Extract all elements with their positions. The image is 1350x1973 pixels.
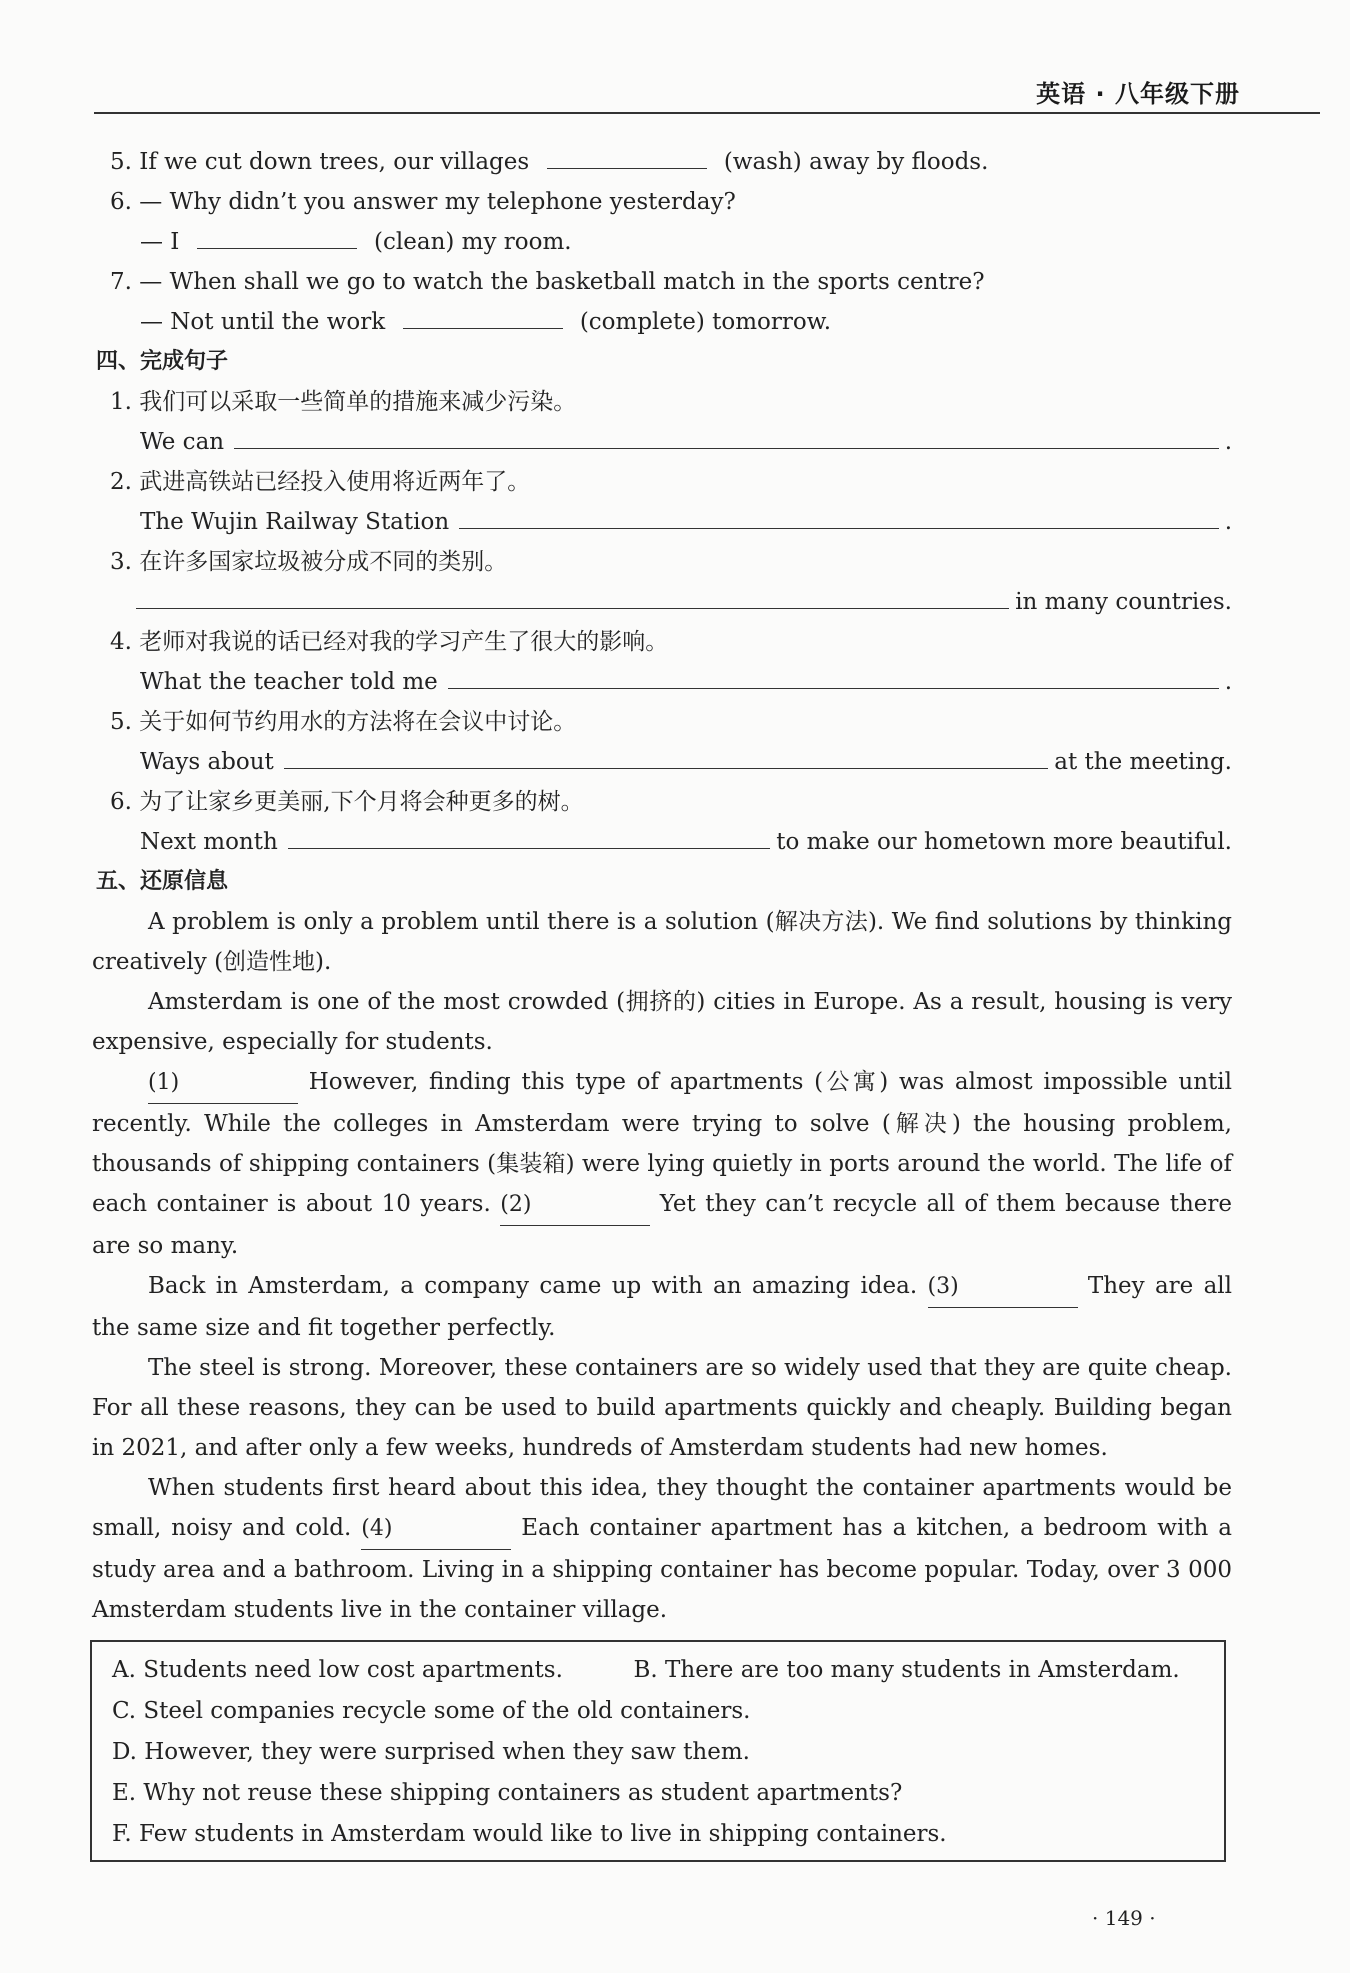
option-d[interactable]: D. However, they were surprised when they saw them. — [112, 1739, 750, 1765]
answer-line[interactable] — [234, 426, 1219, 449]
option-f[interactable]: F. Few students in Amsterdam would like to live in shipping containers. — [112, 1821, 947, 1847]
page-content — [92, 142, 1232, 1630]
sentence-2-chinese — [92, 462, 1232, 502]
chinese-prompt: 老师对我说的话已经对我的学习产生了很大的影响。 — [139, 629, 669, 655]
sentence-end: . — [1224, 509, 1232, 535]
sentence-3-answer — [92, 582, 1232, 622]
question-number: 5. — [110, 709, 132, 735]
options-box — [90, 1640, 1226, 1862]
sentence-end: in many countries. — [1015, 589, 1232, 615]
question-3-7 — [92, 262, 1232, 302]
question-number: 3. — [110, 549, 132, 575]
chinese-prompt: 关于如何节约用水的方法将在会议中讨论。 — [139, 709, 577, 735]
gap-3-blank[interactable]: (3) — [928, 1267, 1078, 1308]
paragraph-text: When students first heard about this idea, they thought the container apartments would be small, noisy and cold. — [92, 1475, 1232, 1541]
chinese-prompt: 武进高铁站已经投入使用将近两年了。 — [139, 469, 531, 495]
sentence-start: Ways about — [140, 749, 274, 775]
gap-4-blank[interactable]: (4) — [361, 1509, 511, 1550]
sentence-end: . — [1224, 429, 1232, 455]
question-number: 5. — [110, 149, 132, 175]
option-a[interactable]: A. Students need low cost apartments. — [112, 1657, 563, 1683]
question-text: — When shall we go to watch the basketball match in the sports centre? — [139, 269, 985, 295]
sentence-1-chinese — [92, 382, 1232, 422]
question-text: — Not until the work — [140, 309, 386, 335]
verb-hint: (complete) tomorrow. — [579, 309, 832, 335]
sentence-start: What the teacher told me — [140, 669, 438, 695]
question-3-6 — [92, 182, 1232, 222]
paragraph-text: They are all the same size and fit together perfectly. — [92, 1273, 1233, 1341]
paragraph-text: However, finding this type of apartments (公寓) was almost impossible until recently. While the colleges in Amsterdam were trying to solve (解决) the housing problem, thousands of shipping containers (集装箱) were lying quietly in ports around the world. The life of each container is about 10 years. — [92, 1069, 1233, 1217]
sentence-start: Next month — [140, 829, 278, 855]
gap-2-blank[interactable]: (2) — [500, 1185, 650, 1226]
passage-paragraph-3 — [92, 1062, 1232, 1266]
paragraph-text: Back in Amsterdam, a company came up with an amazing idea. — [148, 1273, 918, 1299]
chinese-prompt: 我们可以采取一些简单的措施来减少污染。 — [139, 389, 577, 415]
sentence-2-answer — [92, 502, 1232, 542]
question-number: 1. — [110, 389, 132, 415]
option-c[interactable]: C. Steel companies recycle some of the old containers. — [112, 1698, 751, 1724]
question-3-6-answer — [92, 222, 1232, 262]
sentence-5-chinese — [92, 702, 1232, 742]
sentence-3-chinese — [92, 542, 1232, 582]
question-number: 4. — [110, 629, 132, 655]
answer-blank[interactable] — [197, 224, 357, 249]
options-row-ab — [112, 1650, 1224, 1691]
sentence-4-chinese — [92, 622, 1232, 662]
paragraph-text: Each container apartment has a kitchen, a bedroom with a study area and a bathroom. Living in a shipping container has become popular. Today, over 3 000 Amsterdam students live in the container village. — [92, 1515, 1233, 1623]
question-number: 6. — [110, 189, 132, 215]
sentence-end: to make our hometown more beautiful. — [776, 829, 1232, 855]
answer-line[interactable] — [136, 586, 1009, 609]
chinese-prompt: 在许多国家垃圾被分成不同的类别。 — [139, 549, 508, 575]
answer-line[interactable] — [448, 666, 1219, 689]
header-divider — [94, 112, 1320, 114]
book-title: 英语 · 八年级下册 — [1036, 80, 1240, 108]
answer-line[interactable] — [284, 746, 1048, 769]
sentence-end: at the meeting. — [1054, 749, 1232, 775]
passage-paragraph-5: The steel is strong. Moreover, these containers are so widely used that they are quite cheap. For all these reasons, they can be used to build apartments quickly and cheaply. Building began in 2021, and after only a few weeks, hundreds of Amsterdam students had new homes. — [92, 1355, 1232, 1461]
section-4-title: 四、完成句子 — [96, 349, 229, 374]
question-number: 6. — [110, 789, 132, 815]
option-e[interactable]: E. Why not reuse these shipping containers as student apartments? — [112, 1780, 903, 1806]
answer-line[interactable] — [459, 506, 1219, 529]
page-number: · 149 · — [1092, 1906, 1156, 1930]
sentence-1-answer — [92, 422, 1232, 462]
answer-blank[interactable] — [403, 304, 563, 329]
sentence-start: The Wujin Railway Station — [140, 509, 450, 535]
passage-paragraph-4 — [92, 1266, 1232, 1348]
answer-line[interactable] — [288, 826, 770, 849]
sentence-start: We can — [140, 429, 225, 455]
answer-blank[interactable] — [547, 144, 707, 169]
question-text: — I — [140, 229, 180, 255]
question-text: — Why didn’t you answer my telephone yesterday? — [139, 189, 736, 215]
verb-hint: (wash) away by floods. — [723, 149, 989, 175]
option-b[interactable]: B. There are too many students in Amsterdam. — [633, 1657, 1180, 1683]
question-text: If we cut down trees, our villages — [139, 149, 530, 175]
question-number: 2. — [110, 469, 132, 495]
sentence-6-chinese — [92, 782, 1232, 822]
chinese-prompt: 为了让家乡更美丽,下个月将会种更多的树。 — [139, 789, 584, 815]
section-5-title: 五、还原信息 — [96, 869, 229, 894]
sentence-5-answer — [92, 742, 1232, 782]
sentence-6-answer — [92, 822, 1232, 862]
passage-paragraph-1: A problem is only a problem until there is a solution (解决方法). We find solutions by thinking creatively (创造性地). — [92, 909, 1232, 975]
sentence-4-answer — [92, 662, 1232, 702]
question-number: 7. — [110, 269, 132, 295]
passage-paragraph-6 — [92, 1468, 1232, 1630]
verb-hint: (clean) my room. — [374, 229, 572, 255]
sentence-end: . — [1224, 669, 1232, 695]
paragraph-text: Yet they can’t recycle all of them because there are so many. — [92, 1191, 1233, 1259]
question-3-7-answer — [92, 302, 1232, 342]
question-3-5 — [92, 142, 1232, 182]
passage-paragraph-2: Amsterdam is one of the most crowded (拥挤的) cities in Europe. As a result, housing is very expensive, especially for students. — [92, 989, 1232, 1055]
gap-1-blank[interactable]: (1) — [148, 1063, 298, 1104]
